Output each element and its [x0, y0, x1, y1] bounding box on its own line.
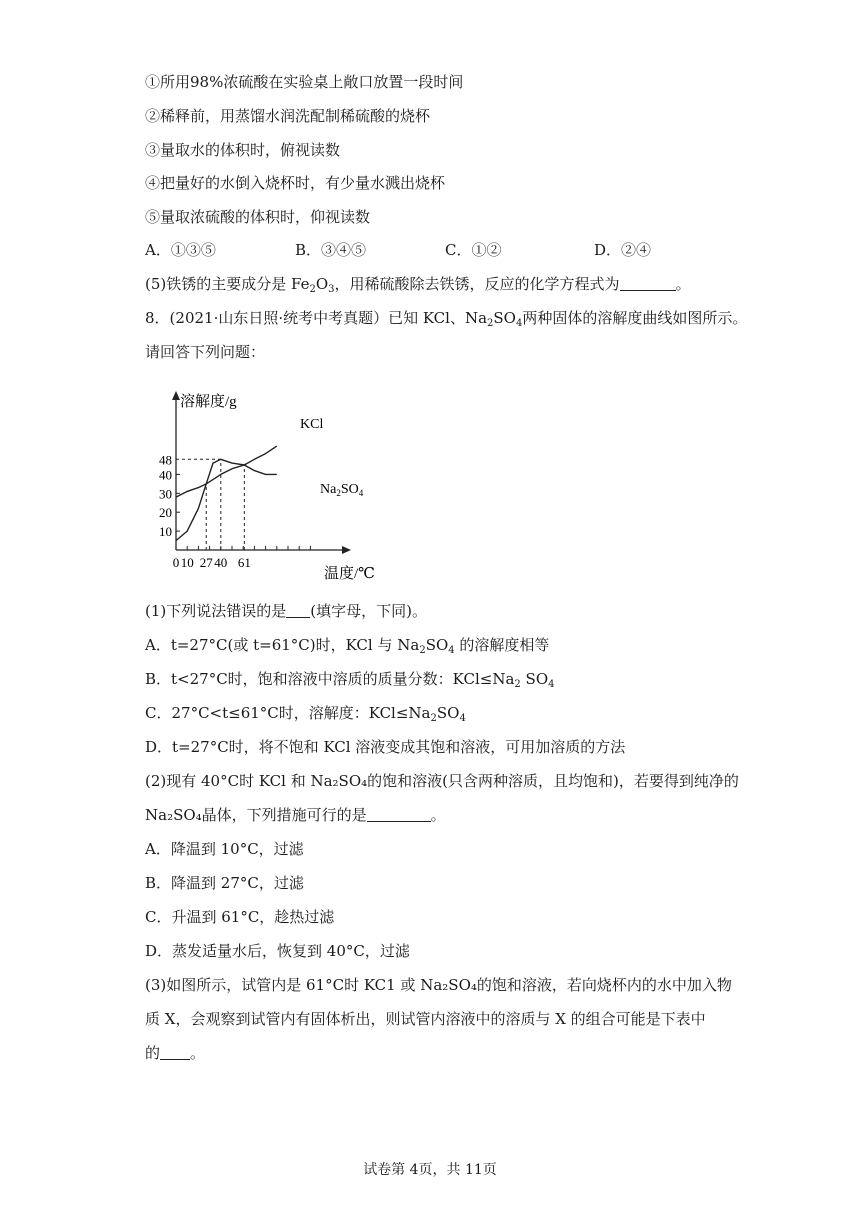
y-tick-label: 40 [159, 467, 172, 483]
y-tick-label: 10 [159, 524, 172, 540]
answer-blank [160, 1045, 190, 1060]
q8-1-stem: (1)下列说法错误的是 (填字母，下同)。 [145, 602, 427, 620]
q8-1-option-b: B．t<27°C时，饱和溶液中溶质的质量分数：$KCl\le Na_2$ $SO_4$ [145, 670, 555, 690]
q8-3-line3: 的 。 [145, 1044, 206, 1062]
condition-3: ③量取水的体积时，俯视读数 [145, 141, 341, 159]
solubility-chart [150, 384, 390, 584]
q8-1-option-a: A．t=27°C(或 t=61°C)时，KCl 与 $Na_2SO_4$ 的溶解度相等 [145, 636, 550, 656]
q8-3-line2: 质 X，会观察到试管内有固体析出，则试管内溶液中的溶质与 X 的组合可能是下表中 [145, 1010, 706, 1028]
q8-3-line1: (3)如图所示，试管内是 61°C时 KC1 或 Na₂SO₄的饱和溶液，若向烧杯内的水中加入物 [145, 976, 732, 994]
q8-1-option-d: D．t=27°C时，将不饱和 KCl 溶液变成其饱和溶液，可用加溶质的方法 [145, 738, 626, 756]
tick-labels [159, 452, 251, 570]
na2so4-label: $Na_2SO_4$ [320, 482, 364, 498]
q4-option-d: D．②④ [594, 241, 652, 259]
page-footer: 试卷第 4页，共 11页 [363, 1162, 497, 1178]
y-tick-label: 30 [159, 486, 172, 502]
kcl-label: KCl [300, 417, 324, 432]
q8-1-option-c: C．27°C<t≤61°C时，溶解度：$KCl\le Na_2SO_4$ [145, 704, 466, 724]
q4-option-c: C．①② [445, 241, 502, 259]
q8-2-option-c: C．升温到 61°C，趁热过滤 [145, 908, 335, 926]
condition-1: ①所用98%浓硫酸在实验桌上敞口放置一段时间 [145, 73, 464, 91]
curves [176, 446, 277, 540]
y-axis-label: 溶解度/g [180, 394, 237, 410]
x-tick-label: 40 [214, 555, 228, 570]
q8-2-stem-line2: Na₂SO₄晶体，下列措施可行的是 。 [145, 806, 446, 824]
kcl-curve [176, 446, 277, 497]
q8-2-option-d: D．蒸发适量水后，恢复到 40°C，过滤 [145, 942, 410, 960]
q8-2-option-a: A．降温到 10°C，过滤 [145, 840, 304, 858]
q4-option-b: B．③④⑤ [295, 241, 367, 259]
q8-2-option-b: B．降温到 27°C，过滤 [145, 874, 304, 892]
q8-2-stem-line1: (2)现有 40°C时 KCl 和 Na₂SO₄的饱和溶液(只含两种溶质，且均饱和)，若要得到纯净的 [145, 772, 739, 790]
q5-line: (5)铁锈的主要成分是 $Fe_2O_3$，用稀硫酸除去铁锈，反应的化学方程式为 。 [145, 275, 691, 295]
y-axis-arrow [172, 391, 180, 400]
y-tick-label: 20 [159, 505, 172, 521]
x-axis-arrow [342, 546, 351, 554]
condition-2: ②稀释前，用蒸馏水润洗配制稀硫酸的烧杯 [145, 107, 431, 125]
q8-prompt: 请回答下列问题： [145, 343, 266, 361]
condition-4: ④把量好的水倒入烧杯时，有少量水溅出烧杯 [145, 174, 446, 192]
x-tick-label: 27 [199, 555, 213, 570]
y-tick-label: 48 [159, 452, 172, 468]
q8-intro: 8．(2021·山东日照·统考中考真题）已知 KCl、$Na_2SO_4$两种固体的溶解度曲线如图所示。 [145, 309, 748, 329]
x-tick-label: 10 [180, 555, 194, 570]
answer-blank [620, 276, 676, 291]
answer-blank [286, 603, 310, 618]
q4-option-a: A．①③⑤ [145, 241, 216, 259]
x-axis-label: 温度/℃ [324, 566, 375, 582]
x-tick-label: 0 [172, 555, 180, 570]
x-tick-label: 61 [237, 555, 251, 570]
answer-blank [367, 807, 431, 822]
condition-5: ⑤量取浓硫酸的体积时，仰视读数 [145, 208, 371, 226]
